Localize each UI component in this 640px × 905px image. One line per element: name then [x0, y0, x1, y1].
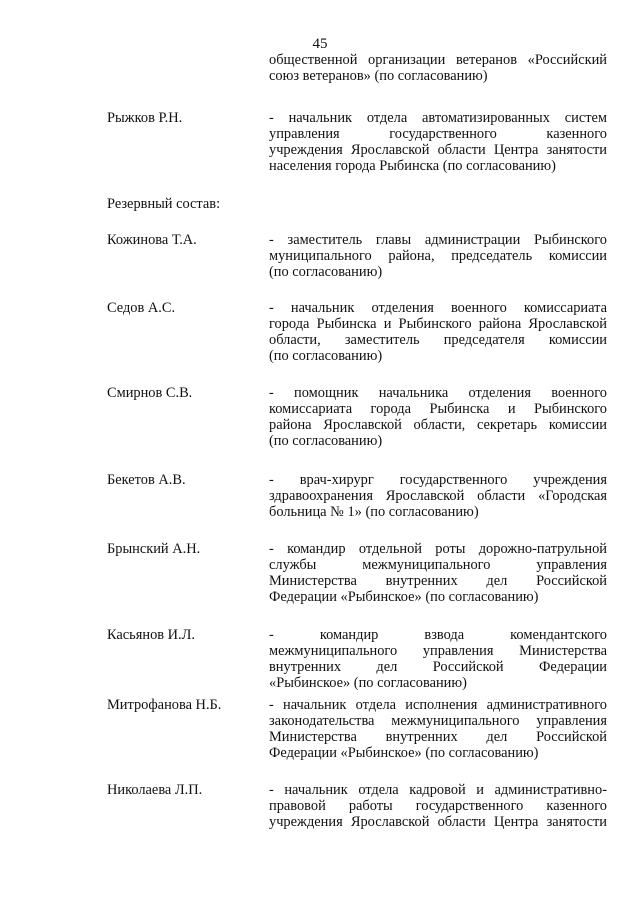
text-line: учреждения Ярославской области Центра занятости — [269, 142, 607, 158]
text-line: Министерства внутренних дел Российской — [269, 729, 607, 745]
text-line: - командир взвода комендантского — [269, 627, 607, 643]
member-name: Брынский А.Н. — [107, 541, 201, 557]
member-name: Смирнов С.В. — [107, 385, 193, 401]
text-line: комиссариата города Рыбинска и Рыбинского — [269, 401, 607, 417]
text-line: общественной организации ветеранов «Российский — [269, 52, 607, 68]
text-line: района Ярославской области, секретарь комиссии — [269, 417, 607, 433]
page-number: 45 — [312, 36, 328, 52]
text-line: законодательства межмуниципального управления — [269, 713, 607, 729]
text-line: населения города Рыбинска (по согласованию) — [269, 158, 556, 174]
text-line: правовой работы государственного казенного — [269, 798, 607, 814]
reserve-section-title: Резервный состав: — [107, 196, 221, 212]
member-name: Бекетов А.В. — [107, 472, 186, 488]
text-line: межмуниципального управления Министерства — [269, 643, 607, 659]
text-line: (по согласованию) — [269, 433, 383, 449]
member-description — [269, 627, 607, 691]
member-description — [269, 110, 607, 174]
member-description — [269, 300, 607, 364]
text-line: Федерации «Рыбинское» (по согласованию) — [269, 745, 539, 761]
text-line: службы межмуниципального управления — [269, 557, 607, 573]
text-line: - командир отдельной роты дорожно-патрульной — [269, 541, 607, 557]
text-line: союз ветеранов» (по согласованию) — [269, 68, 488, 84]
text-line: - помощник начальника отделения военного — [269, 385, 607, 401]
member-name: Кожинова Т.А. — [107, 232, 197, 248]
member-description — [269, 782, 607, 830]
member-description — [269, 697, 607, 761]
text-line: «Рыбинское» (по согласованию) — [269, 675, 467, 691]
member-description — [269, 232, 607, 280]
text-line: управления государственного казенного — [269, 126, 607, 142]
text-line: больница № 1» (по согласованию) — [269, 504, 479, 520]
member-description — [269, 541, 607, 605]
text-line: - начальник отдела автоматизированных систем — [269, 110, 607, 126]
member-name: Касьянов И.Л. — [107, 627, 196, 643]
member-name: Николаева Л.П. — [107, 782, 203, 798]
text-line: Федерации «Рыбинское» (по согласованию) — [269, 589, 539, 605]
text-line: учреждения Ярославской области Центра занятости — [269, 814, 607, 830]
member-description — [269, 385, 607, 449]
text-line: области, заместитель председателя комиссии — [269, 332, 607, 348]
text-line: - начальник отдела кадровой и административно- — [269, 782, 607, 798]
member-name: Рыжков Р.Н. — [107, 110, 183, 126]
member-name: Митрофанова Н.Б. — [107, 697, 222, 713]
continuation-text — [269, 52, 607, 84]
member-description — [269, 472, 607, 520]
text-line: муниципального района, председатель комиссии — [269, 248, 607, 264]
text-line: - врач-хирург государственного учреждения — [269, 472, 607, 488]
text-line: - начальник отделения военного комиссариата — [269, 300, 607, 316]
text-line: - начальник отдела исполнения административного — [269, 697, 607, 713]
text-line: - заместитель главы администрации Рыбинского — [269, 232, 607, 248]
text-line: Министерства внутренних дел Российской — [269, 573, 607, 589]
text-line: (по согласованию) — [269, 264, 383, 280]
text-line: внутренних дел Российской Федерации — [269, 659, 607, 675]
text-line: (по согласованию) — [269, 348, 383, 364]
text-line: здравоохранения Ярославской области «Городская — [269, 488, 607, 504]
member-name: Седов А.С. — [107, 300, 176, 316]
text-line: города Рыбинска и Рыбинского района Ярославской — [269, 316, 607, 332]
